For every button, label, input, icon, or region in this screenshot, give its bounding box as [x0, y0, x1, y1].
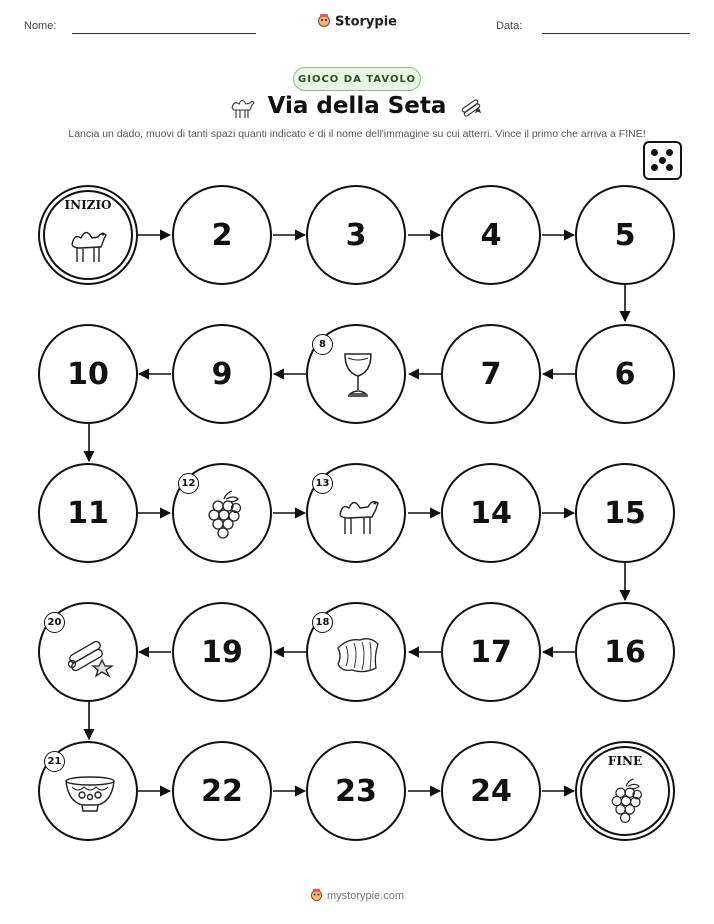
space-number: 5 — [614, 217, 636, 253]
space-number: 10 — [67, 356, 109, 392]
space-number: 11 — [67, 495, 109, 531]
board-space-finish — [575, 741, 675, 841]
board-space — [306, 185, 406, 285]
board-space — [172, 602, 272, 702]
date-label: Data: — [496, 20, 523, 32]
space-number: 15 — [604, 495, 646, 531]
board-space — [172, 324, 272, 424]
space-number-badge: 20 — [44, 612, 65, 633]
space-number: 16 — [604, 634, 646, 670]
board-space — [38, 463, 138, 563]
space-number: 19 — [201, 634, 243, 670]
board-space — [172, 741, 272, 841]
board-space — [575, 185, 675, 285]
camel-icon — [66, 223, 112, 269]
goblet-icon — [342, 350, 374, 404]
space-number: 6 — [614, 356, 636, 392]
brand-name: Storypie — [335, 14, 397, 30]
instructions: Lancia un dado, muovi di tanti spazi quanti indicato e di il nome dell'immagine su cui atterri. Vince il primo che arriva a FINE! — [68, 128, 646, 140]
grapes-icon — [206, 489, 244, 547]
space-number-badge: 21 — [44, 751, 65, 772]
board-space — [441, 741, 541, 841]
camel-icon — [334, 493, 384, 541]
cinnamon-star-anise-icon — [66, 634, 116, 682]
space-number-badge: 12 — [178, 473, 199, 494]
space-number: 23 — [335, 773, 377, 809]
board-space-picture — [38, 741, 138, 841]
board-space — [441, 185, 541, 285]
finish-label: FINE — [607, 754, 643, 768]
space-number: 7 — [480, 356, 502, 392]
board-space-picture — [172, 463, 272, 563]
silk-cloth-icon — [334, 634, 382, 680]
grapes-icon — [609, 777, 645, 831]
porcelain-bowl-icon — [64, 775, 116, 819]
space-number-badge: 8 — [312, 334, 333, 355]
space-number: 9 — [211, 356, 233, 392]
storypie-logo-icon — [310, 888, 323, 904]
board-space-picture — [306, 324, 406, 424]
board-space — [441, 602, 541, 702]
game-type-badge: GIOCO DA TAVOLO — [293, 67, 421, 91]
space-number: 4 — [480, 217, 502, 253]
space-number: 3 — [345, 217, 367, 253]
board-space-picture — [38, 602, 138, 702]
space-number: 24 — [470, 773, 512, 809]
board-space — [441, 463, 541, 563]
board-space — [575, 324, 675, 424]
board-space — [172, 185, 272, 285]
board-space — [575, 463, 675, 563]
board-space-picture — [306, 602, 406, 702]
footer-url[interactable]: mystorypie.com — [326, 889, 405, 902]
space-number: 22 — [201, 773, 243, 809]
board-space-start — [38, 185, 138, 285]
name-label: Nome: — [24, 20, 57, 32]
space-number: 14 — [470, 495, 512, 531]
start-label: INIZIO — [64, 198, 112, 212]
space-number: 17 — [470, 634, 512, 670]
board-space — [441, 324, 541, 424]
footer — [0, 888, 714, 904]
board-space — [38, 324, 138, 424]
space-number-badge: 18 — [312, 612, 333, 633]
board-space — [306, 741, 406, 841]
space-number-badge: 13 — [312, 473, 333, 494]
page-title: Via della Seta — [267, 93, 447, 119]
board-space-picture — [306, 463, 406, 563]
space-number: 2 — [211, 217, 233, 253]
board-space — [575, 602, 675, 702]
